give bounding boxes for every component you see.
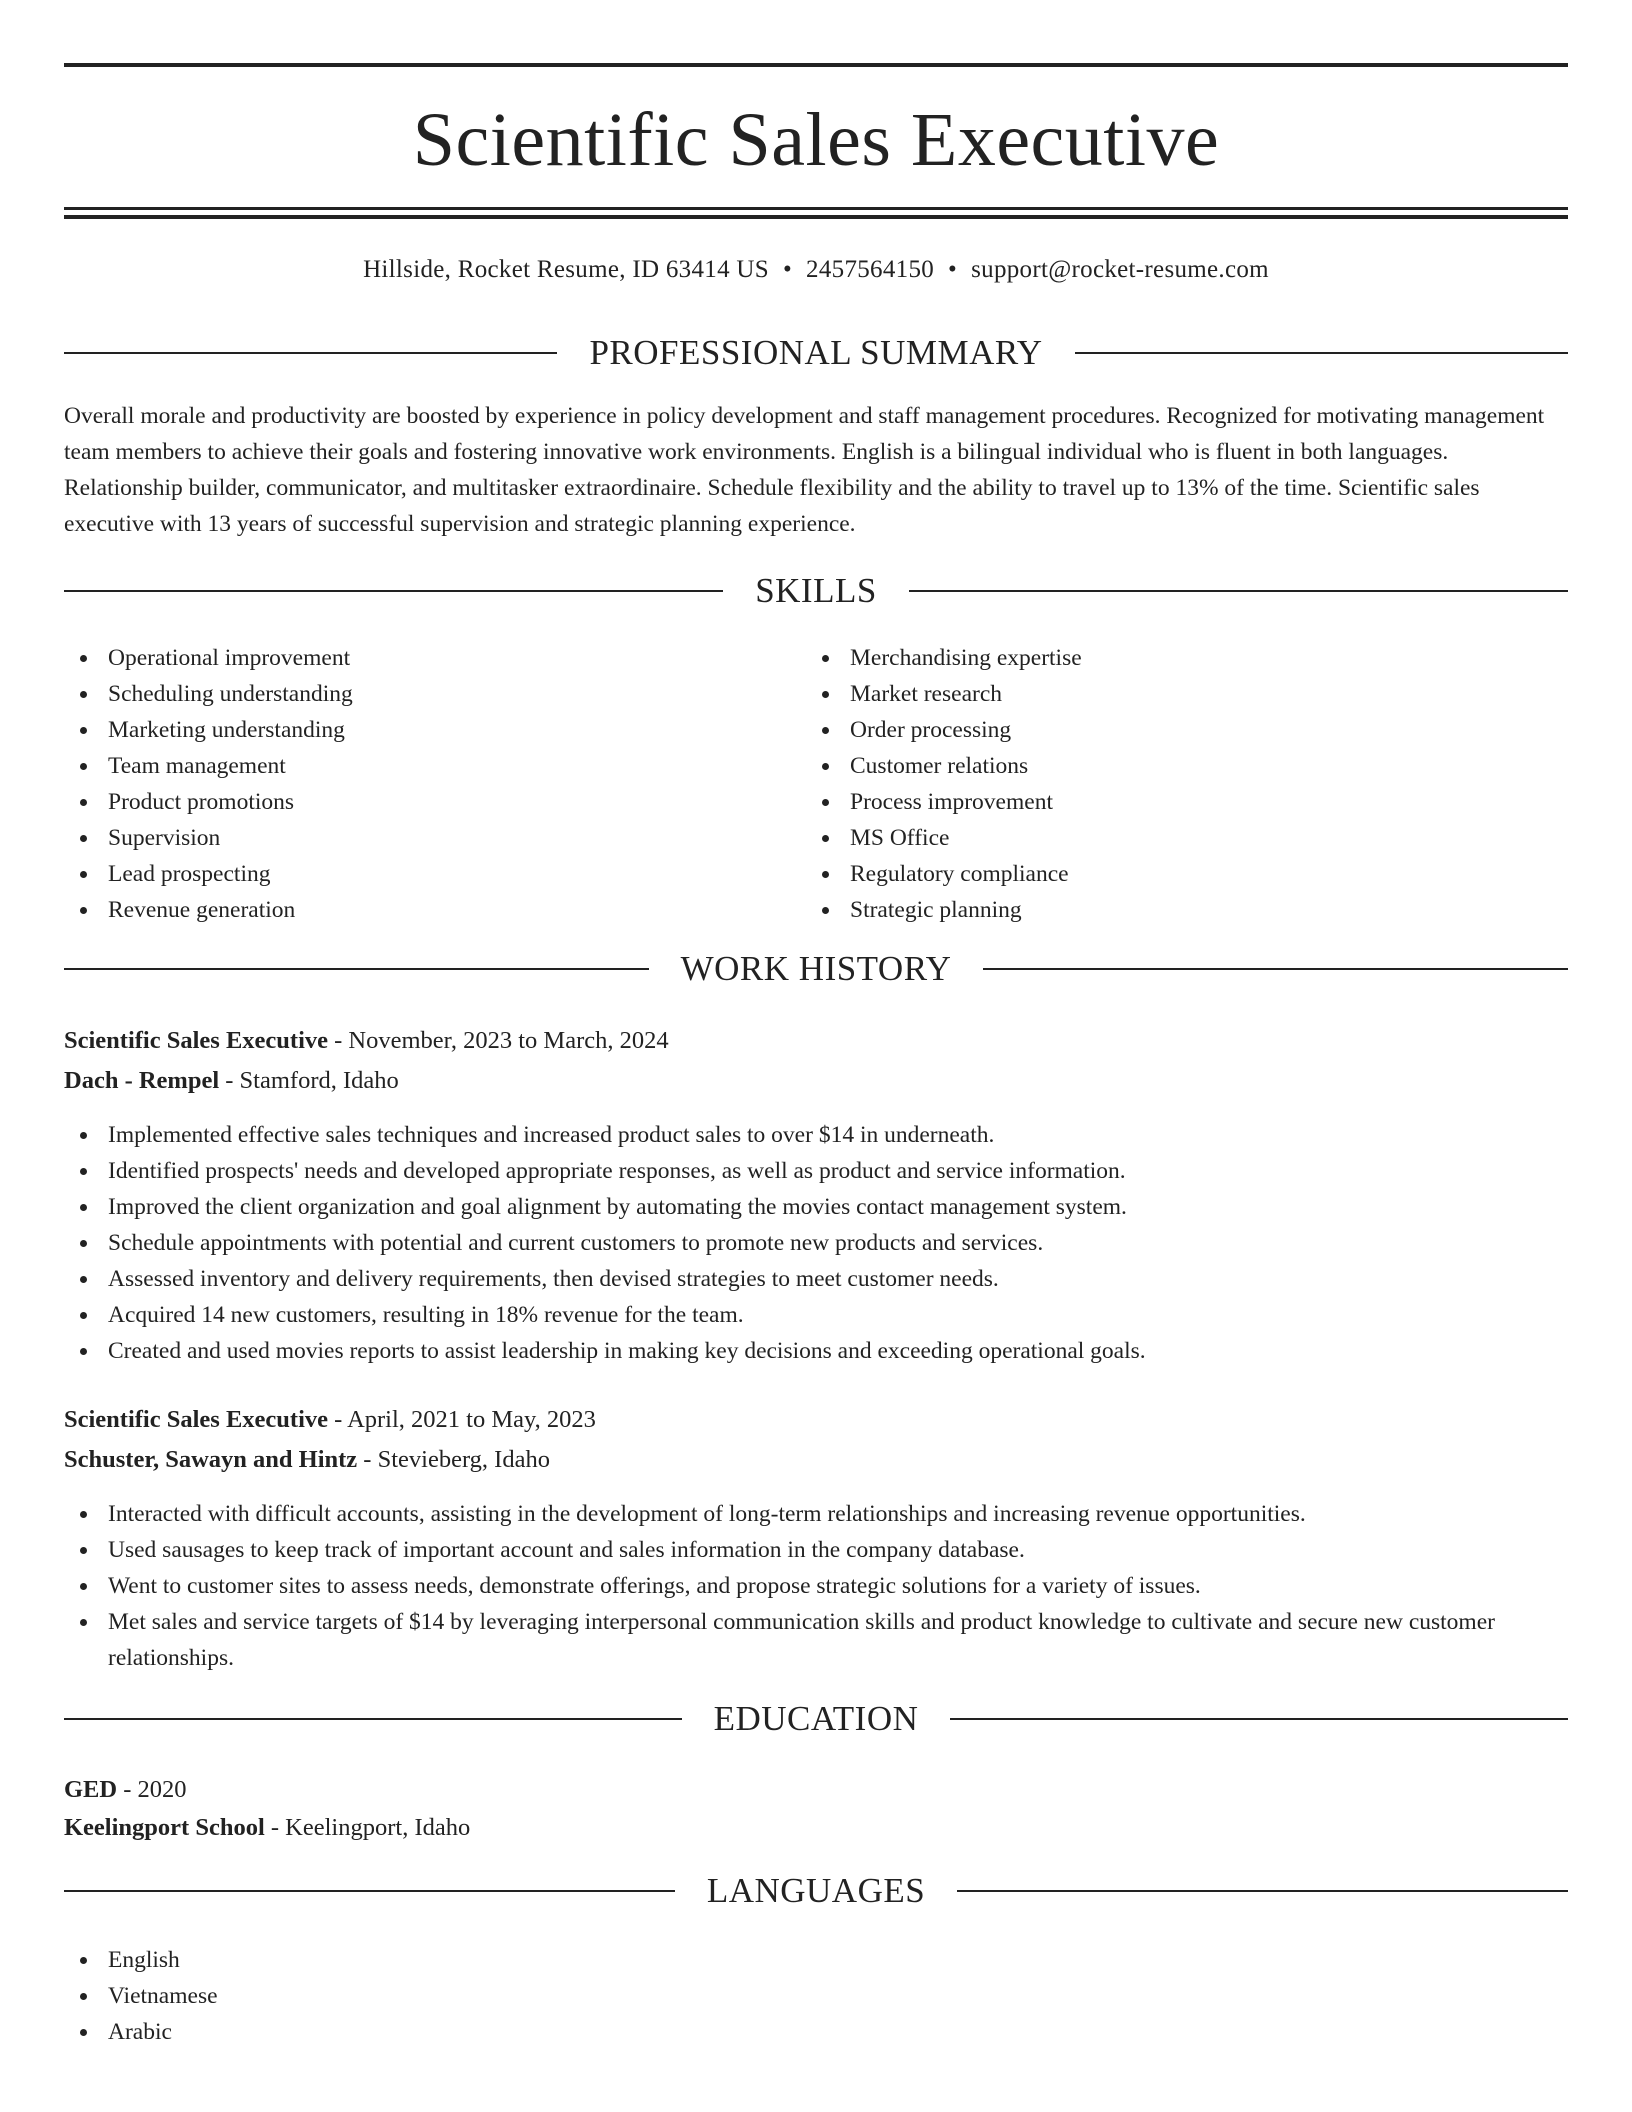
heading-rule-right — [950, 1718, 1568, 1720]
skill-item: Process improvement — [806, 784, 1506, 820]
contact-separator: • — [782, 256, 793, 283]
skill-item: Marketing understanding — [64, 712, 764, 748]
education-heading: EDUCATION — [713, 1699, 919, 1738]
education-degree-line — [64, 1770, 1568, 1810]
job-location: - Stevieberg, Idaho — [357, 1446, 550, 1473]
job-bullet: Identified prospects' needs and developed appropriate responses, as well as product and service information. — [64, 1153, 1568, 1189]
job-location: - Stamford, Idaho — [219, 1067, 399, 1094]
languages-section-heading — [64, 1870, 1568, 1912]
contact-email: support@rocket-resume.com — [971, 256, 1269, 283]
job-bullets — [64, 1117, 1568, 1369]
contact-address: Hillside, Rocket Resume, ID 63414 US — [363, 256, 769, 283]
skills-section-heading — [64, 570, 1568, 612]
heading-rule-left — [64, 590, 723, 592]
skill-item: Operational improvement — [64, 640, 764, 676]
job-company-line — [64, 1061, 1568, 1101]
heading-rule-left — [64, 1890, 675, 1892]
skill-item: Scheduling understanding — [64, 676, 764, 712]
summary-heading: PROFESSIONAL SUMMARY — [589, 333, 1043, 372]
education-degree: GED — [64, 1776, 118, 1803]
skill-item: Product promotions — [64, 784, 764, 820]
skill-item: Market research — [806, 676, 1506, 712]
languages-heading: LANGUAGES — [706, 1871, 926, 1910]
skill-item: Lead prospecting — [64, 856, 764, 892]
title-double-rule — [64, 207, 1568, 219]
skill-item: Supervision — [64, 820, 764, 856]
skill-item: MS Office — [806, 820, 1506, 856]
work-heading: WORK HISTORY — [680, 949, 952, 988]
skill-item: Regulatory compliance — [806, 856, 1506, 892]
job-bullet: Interacted with difficult accounts, assisting in the development of long-term relationships and increasing revenue opportunities. — [64, 1496, 1568, 1532]
job-company-line — [64, 1440, 1568, 1480]
job-bullet: Implemented effective sales techniques and increased product sales to over $14 in underneath. — [64, 1117, 1568, 1153]
heading-rule-left — [64, 352, 557, 354]
heading-rule-right — [1075, 352, 1568, 354]
job-bullet: Improved the client organization and goal alignment by automating the movies contact management system. — [64, 1189, 1568, 1225]
job-bullet: Met sales and service targets of $14 by leveraging interpersonal communication skills and product knowledge to cultivate and secure new customer relationships. — [64, 1604, 1568, 1676]
education-school-line — [64, 1808, 1568, 1848]
heading-rule-right — [909, 590, 1568, 592]
contact-separator: • — [948, 256, 958, 283]
education-year: - 2020 — [117, 1776, 187, 1803]
job-bullet: Went to customer sites to assess needs, demonstrate offerings, and propose strategic solutions for a variety of issues. — [64, 1568, 1568, 1604]
skill-item: Merchandising expertise — [806, 640, 1506, 676]
education-section-heading — [64, 1698, 1568, 1740]
education-school: Keelingport School — [64, 1814, 265, 1841]
skill-item: Strategic planning — [806, 892, 1506, 928]
job-title-line — [64, 1021, 1568, 1061]
education-location: - Keelingport, Idaho — [264, 1814, 471, 1841]
skills-list-right — [806, 640, 1506, 928]
skills-heading: SKILLS — [755, 571, 877, 610]
skill-item: Order processing — [806, 712, 1506, 748]
summary-text: Overall morale and productivity are boosted by experience in policy development and staff management procedures. Recognized for motivating management team members to achieve their goals and fostering innovative work environments. English is a bilingual individual who is fluent in both languages. Relationship builder, communicator, and multitasker extraordinaire. Schedule flexibility and the ability to travel up to 13% of the time. Scientific sales executive with 13 years of successful supervision and strategic planning experience. — [64, 403, 1545, 537]
job-dates: - April, 2021 to May, 2023 — [328, 1406, 596, 1433]
heading-rule-right — [957, 1890, 1568, 1892]
resume-title: Scientific Sales Executive — [412, 98, 1220, 182]
skills-list-left — [64, 640, 764, 928]
job-title-line — [64, 1400, 1568, 1440]
job-dates: - November, 2023 to March, 2024 — [328, 1027, 669, 1054]
language-item: Vietnamese — [64, 1978, 1568, 2014]
heading-rule-left — [64, 1718, 682, 1720]
contact-phone: 2457564150 — [806, 256, 935, 283]
languages-list — [64, 1942, 1568, 2050]
language-item: Arabic — [64, 2014, 1568, 2050]
job-bullets — [64, 1496, 1568, 1676]
job-title: Scientific Sales Executive — [64, 1027, 329, 1054]
top-rule — [64, 63, 1568, 67]
job-bullet: Created and used movies reports to assist leadership in making key decisions and exceeding operational goals. — [64, 1333, 1568, 1369]
skill-item: Revenue generation — [64, 892, 764, 928]
job-bullet: Assessed inventory and delivery requirements, then devised strategies to meet customer needs. — [64, 1261, 1568, 1297]
skill-item: Team management — [64, 748, 764, 784]
job-bullet: Used sausages to keep track of important account and sales information in the company database. — [64, 1532, 1568, 1568]
heading-rule-right — [983, 968, 1568, 970]
work-section-heading — [64, 948, 1568, 990]
job-company: Dach - Rempel — [64, 1067, 220, 1094]
job-bullet: Acquired 14 new customers, resulting in 18% revenue for the team. — [64, 1297, 1568, 1333]
contact-info — [64, 253, 1568, 287]
job-company: Schuster, Sawayn and Hintz — [64, 1446, 358, 1473]
job-title: Scientific Sales Executive — [64, 1406, 329, 1433]
summary-section-heading — [64, 332, 1568, 374]
language-item: English — [64, 1942, 1568, 1978]
heading-rule-left — [64, 968, 649, 970]
job-bullet: Schedule appointments with potential and current customers to promote new products and services. — [64, 1225, 1568, 1261]
skill-item: Customer relations — [806, 748, 1506, 784]
